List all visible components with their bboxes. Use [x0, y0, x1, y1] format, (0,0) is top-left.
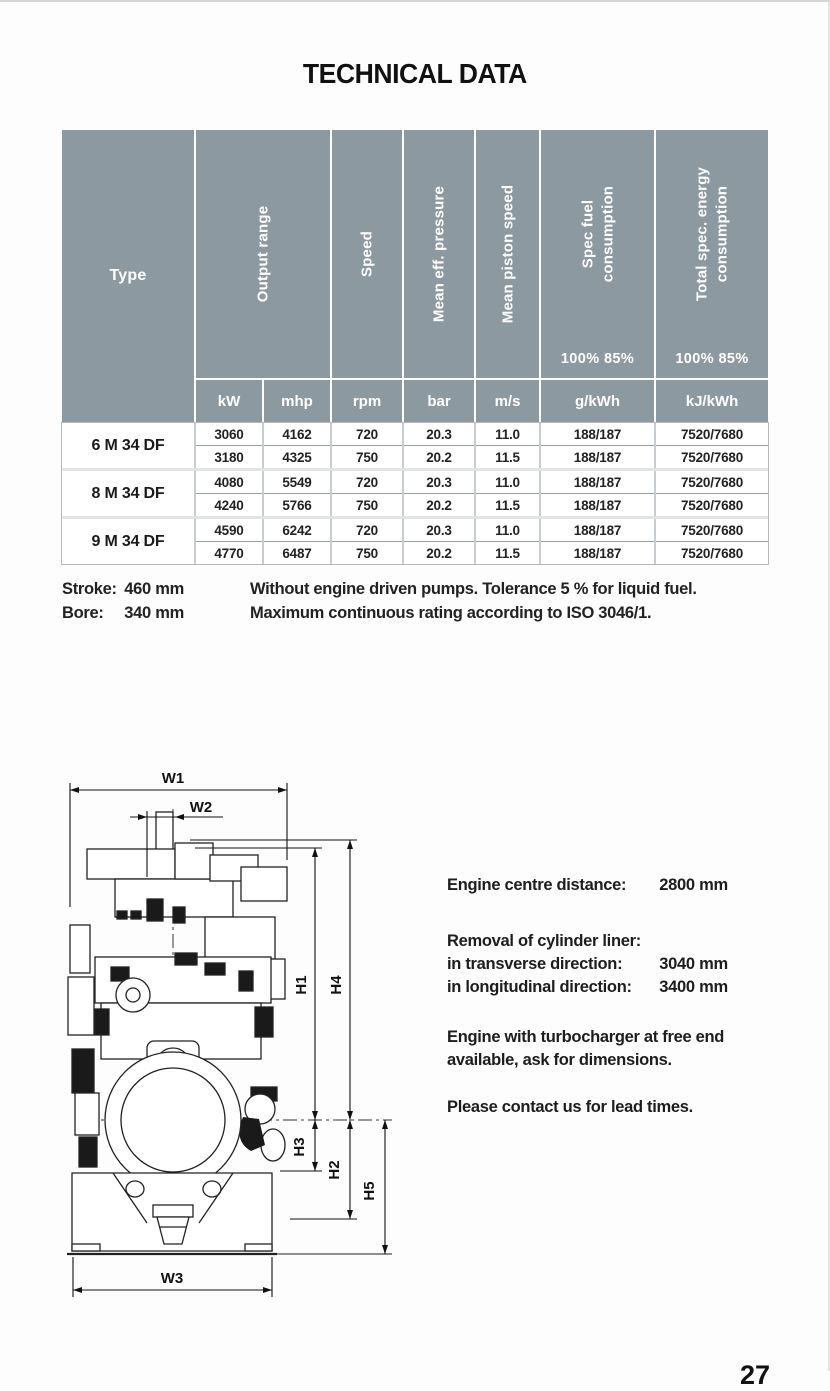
unit-kjkwh: kJ/kWh — [656, 380, 768, 422]
table-header — [62, 130, 768, 422]
table-cell: 4590 — [196, 519, 262, 541]
mean-eff-pressure-label: Mean eff. pressure — [430, 185, 448, 323]
spec-fuel-line1: Spec fuel — [579, 199, 596, 269]
dim-label-h4: H4 — [328, 975, 345, 995]
table-cell: 188/187 — [541, 541, 654, 564]
unit-gkwh: g/kWh — [541, 380, 654, 422]
table-cell: 20.2 — [404, 493, 474, 516]
col-header-spec-fuel — [541, 130, 654, 378]
table-cell: 20.3 — [404, 471, 474, 493]
table-cell: 720 — [332, 471, 402, 493]
mean-piston-speed-label: Mean piston speed — [499, 184, 516, 324]
liner-longitudinal-value: 3400 mm — [659, 978, 728, 996]
dim-label-w3: W3 — [160, 1270, 184, 1287]
unit-bar: bar — [404, 380, 474, 422]
spec-fuel-label — [578, 186, 617, 282]
col-header-mean-piston-speed — [476, 130, 539, 378]
table-row-group-8m34df — [62, 468, 768, 516]
table-cell: 20.2 — [404, 541, 474, 564]
table-cell: 4325 — [264, 445, 330, 468]
table-cell: 7520/7680 — [656, 423, 768, 445]
turbo-note-line1: Engine with turbocharger at free end — [447, 1028, 725, 1046]
table-cell: 3180 — [196, 445, 262, 468]
table-cell: 4080 — [196, 471, 262, 493]
type-header-label: Type — [109, 267, 147, 284]
turbo-note-line2: available, ask for dimensions. — [447, 1051, 672, 1069]
col-header-type — [62, 130, 194, 422]
table-cell: 4770 — [196, 541, 262, 564]
table-cell: 750 — [332, 445, 402, 468]
dim-label-w1: W1 — [161, 770, 185, 787]
liner-longitudinal-label: in longitudinal direction: — [447, 978, 632, 996]
table-cell: 7520/7680 — [656, 445, 768, 468]
dim-label-h1: H1 — [293, 975, 310, 995]
output-range-label: Output range — [254, 205, 272, 303]
total-energy-line1: Total spec. energy — [693, 167, 711, 302]
dimension-info-block — [447, 874, 728, 1119]
engine-type-cell: 8 M 34 DF — [62, 471, 194, 516]
table-cell: 11.5 — [476, 541, 539, 564]
table-cell: 5549 — [264, 471, 330, 493]
table-cell: 3060 — [196, 423, 262, 445]
col-header-total-energy — [656, 130, 768, 378]
table-cell: 720 — [332, 423, 402, 445]
dim-label-h5: H5 — [361, 1181, 378, 1201]
rating-note-line1: Without engine driven pumps. Tolerance 5 % for liquid fuel. — [250, 580, 697, 598]
table-cell: 11.0 — [476, 471, 539, 493]
table-cell: 11.5 — [476, 445, 539, 468]
liner-longitudinal-row — [447, 976, 728, 999]
technical-data-table — [62, 130, 768, 564]
engine-drawing-svg — [55, 757, 400, 1313]
table-cell: 7520/7680 — [656, 519, 768, 541]
table-cell: 7520/7680 — [656, 541, 768, 564]
table-body — [62, 423, 768, 564]
unit-rpm: rpm — [332, 380, 402, 422]
table-cell: 20.3 — [404, 519, 474, 541]
total-energy-label — [693, 167, 732, 301]
col-header-output-range — [196, 130, 330, 378]
engine-type-cell: 9 M 34 DF — [62, 519, 194, 564]
dim-label-h2: H2 — [326, 1160, 343, 1180]
page-title-text: TECHNICAL DATA — [303, 58, 527, 89]
table-cell: 6487 — [264, 541, 330, 564]
rating-note-line2: Maximum continuous rating according to ISO 3046/1. — [250, 604, 652, 622]
rating-notes — [250, 577, 697, 625]
table-cell: 7520/7680 — [656, 493, 768, 516]
unit-ms: m/s — [476, 380, 539, 422]
stroke-value: 460 mm — [124, 580, 184, 598]
bore-row — [62, 601, 184, 625]
table-row-group-6m34df — [62, 423, 768, 468]
table-cell: 11.0 — [476, 423, 539, 445]
table-cell: 6242 — [264, 519, 330, 541]
engine-centre-label: Engine centre distance: — [447, 876, 627, 894]
table-cell: 5766 — [264, 493, 330, 516]
table-cell: 188/187 — [541, 445, 654, 468]
bore-label: Bore: — [62, 604, 104, 622]
table-row-group-9m34df — [62, 516, 768, 564]
unit-kw: kW — [196, 380, 262, 422]
spec-fuel-line2: consumption — [598, 185, 616, 283]
table-cell: 11.0 — [476, 519, 539, 541]
col-header-speed — [332, 130, 402, 378]
stroke-row — [62, 577, 184, 601]
table-cell: 7520/7680 — [656, 471, 768, 493]
table-cell: 188/187 — [541, 493, 654, 516]
liner-transverse-label: in transverse direction: — [447, 955, 623, 973]
table-cell: 4162 — [264, 423, 330, 445]
table-cell: 750 — [332, 541, 402, 564]
engine-type-cell: 6 M 34 DF — [62, 423, 194, 468]
table-cell: 20.3 — [404, 423, 474, 445]
stroke-label: Stroke: — [62, 580, 117, 598]
table-cell: 11.5 — [476, 493, 539, 516]
table-cell: 4240 — [196, 493, 262, 516]
total-energy-line2: consumption — [713, 185, 730, 283]
table-cell: 188/187 — [541, 519, 654, 541]
col-header-mean-eff-pressure — [404, 130, 474, 378]
table-cell: 750 — [332, 493, 402, 516]
bore-value: 340 mm — [124, 604, 184, 622]
stroke-bore-notes — [62, 577, 184, 625]
liner-transverse-value: 3040 mm — [659, 955, 728, 973]
page-title — [0, 58, 830, 90]
total-energy-load-points: 100% 85% — [675, 351, 749, 367]
page-number: 27 — [740, 1360, 771, 1390]
spec-fuel-load-points: 100% 85% — [560, 351, 635, 367]
speed-label: Speed — [358, 230, 376, 278]
dim-label-h3: H3 — [291, 1137, 308, 1157]
engine-centre-row — [447, 874, 728, 897]
engine-centre-value: 2800 mm — [659, 876, 728, 894]
unit-mhp: mhp — [264, 380, 330, 422]
table-cell: 188/187 — [541, 471, 654, 493]
table-cell: 188/187 — [541, 423, 654, 445]
engine-dimension-drawing — [55, 757, 400, 1318]
liner-transverse-row — [447, 953, 728, 976]
contact-note: Please contact us for lead times. — [447, 1098, 693, 1116]
table-cell: 720 — [332, 519, 402, 541]
liner-title: Removal of cylinder liner: — [447, 932, 641, 950]
dim-label-w2: W2 — [189, 799, 213, 816]
table-cell: 20.2 — [404, 445, 474, 468]
